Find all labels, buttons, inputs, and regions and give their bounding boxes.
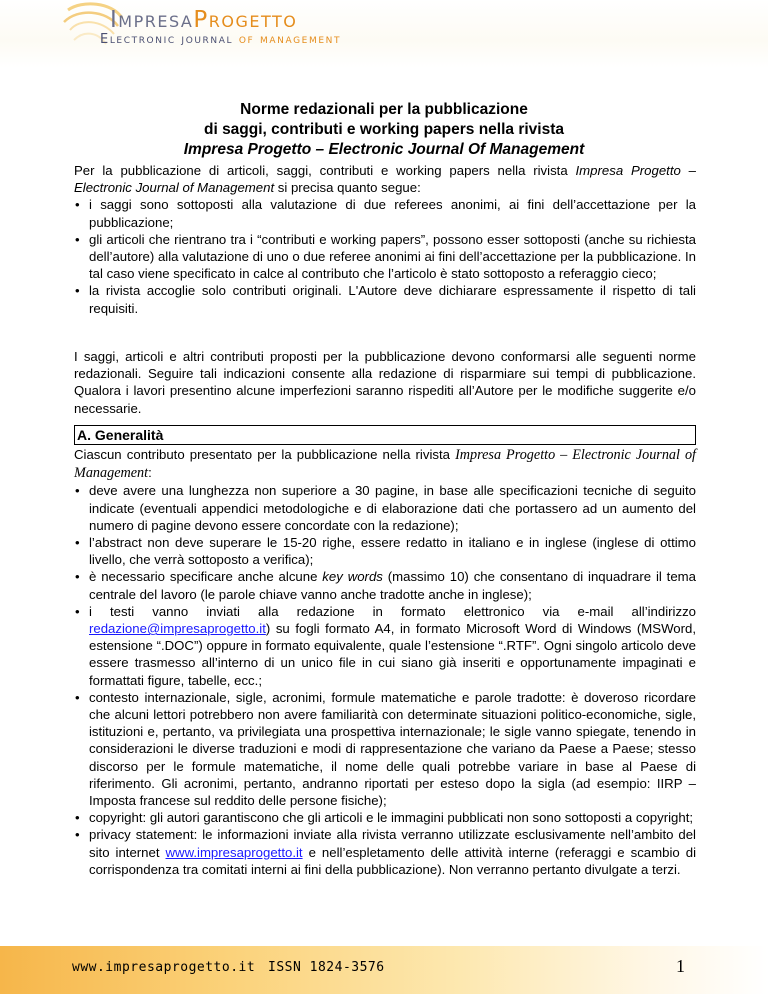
- list-item: • la rivista accoglie solo contributi originali. L'Autore deve dichiarare espressamente il rispetto di tali requisiti.: [74, 282, 696, 316]
- list-item: • l’abstract non deve superare le 15-20 righe, essere redatto in italiano e in inglese (inglese di ottimo livello, che verrà sottoposto a verifica);: [74, 534, 696, 568]
- list-item: • i testi vanno inviati alla redazione in formato elettronico via e-mail all’indirizzo redazione@impresaprogetto.it) su fogli formato A4, in formato Microsoft Word di Windows (MSWord, estensione “.DOC”) oppure in formato equivalente, quale l’estensione “.RTF”. Ogni singolo articolo deve essere trasmesso all’interno di un unico file in cui siano già inseriti e opportunamente impaginati e formattati figure, tabelle, ecc.;: [74, 603, 696, 689]
- list-item: • è necessario specificare anche alcune key words (massimo 10) che consentano di inquadrare il tema centrale del lavoro (le parole chiave vanno anche tradotte anche in inglese);: [74, 568, 696, 602]
- section-a-heading: A. Generalità: [74, 425, 696, 445]
- page-number: 1: [676, 956, 685, 976]
- title-line-3: Impresa Progetto – Electronic Journal Of Management: [183, 141, 585, 158]
- section-a-bullet-list: [74, 482, 696, 878]
- document-title: [80, 100, 688, 160]
- footer-website: www.impresaprogetto.it: [72, 960, 256, 975]
- brand-logo: [100, 6, 342, 47]
- footer-issn: ISSN 1824-3576: [268, 960, 385, 975]
- section-a-lead: Ciascun contributo presentato per la pubblicazione nella rivista Impresa Progetto – Electronic Journal of Management:: [74, 447, 696, 482]
- list-item: • deve avere una lunghezza non superiore a 30 pagine, in base alle specificazioni tecniche di seguito indicate (eventuali appendici metodologiche e di elaborazione dati che portassero ad un aumento del numero di pagine devono essere concordate con la redazione);: [74, 482, 696, 534]
- section-a-body: [74, 446, 696, 878]
- list-item: • privacy statement: le informazioni inviate alla rivista verranno utilizzate esclusivamente nell’ambito del sito internet www.impresaprogetto.it e nell’espletamento delle attività interne (referaggi e scambio di corrispondenza tra comitati interni ai fini della pubblicazione). Non verranno pertanto divulgate a terzi.: [74, 826, 696, 878]
- list-item: • contesto internazionale, sigle, acronimi, formule matematiche e parole tradotte: è doveroso ricordare che alcuni lettori potrebbero non avere familiarità con determinate situazioni politico-economiche, sigle, istituzioni e, pertanto, va privilegiata una prospettiva internazionale; le sigle vanno spiegate, tenendo in considerazioni le diverse traduzioni e modi di rappresentazione che variano da Paese a Paese; stesso discorso per le formule matematiche, il nome delle quali potrebbe variare in base al Paese di riferimento. Gli acronimi, pertanto, andranno riportati per esteso dopo la sigla (ad esempio: IIRP – Imposta francese sul reddito delle persone fisiche);: [74, 689, 696, 809]
- brand-subtitle: Electronic journal of management: [100, 32, 342, 47]
- title-line-2: di saggi, contributi e working papers nella rivista: [203, 121, 565, 138]
- norms-paragraph: I saggi, articoli e altri contributi proposti per la pubblicazione devono conformarsi alle seguenti norme redazionali. Seguire tali indicazioni consente alla redazione di risparmiare sui tempi di pubblicazione. Qualora i lavori presentino alcune imperfezioni saranno rispediti all’Autore per le modifiche suggerite e/o necessarie.: [74, 349, 696, 416]
- intro-lead: Per la pubblicazione di articoli, saggi, contributi e working papers nella rivista Impresa Progetto – Electronic Journal of Management si precisa quanto segue:: [74, 163, 696, 196]
- list-item: • copyright: gli autori garantiscono che gli articoli e le immagini pubblicati non sono sottoposti a copyright;: [74, 809, 696, 826]
- intro-section: [74, 162, 696, 317]
- website-link[interactable]: www.impresaprogetto.it: [165, 844, 303, 860]
- list-item: • gli articoli che rientrano tra i “contributi e working papers”, possono esser sottoposti (anche su richiesta dell’autore) alla valutazione di uno o due referee anonimi ai fini dell’accettazione per la pubblicazione. In tal caso viene specificato in calce al contributo che l’articolo è stato sottoposto a referaggio cieco;: [74, 231, 696, 283]
- list-item: • i saggi sono sottoposti alla valutazione di due referees anonimi, ai fini dell’accettazione per la pubblicazione;: [74, 196, 696, 230]
- email-link[interactable]: redazione@impresaprogetto.it: [89, 621, 266, 637]
- intro-bullet-list: [74, 196, 696, 316]
- brand-title: ImpresaProgetto: [110, 7, 298, 33]
- title-line-1: Norme redazionali per la pubblicazione: [240, 101, 528, 118]
